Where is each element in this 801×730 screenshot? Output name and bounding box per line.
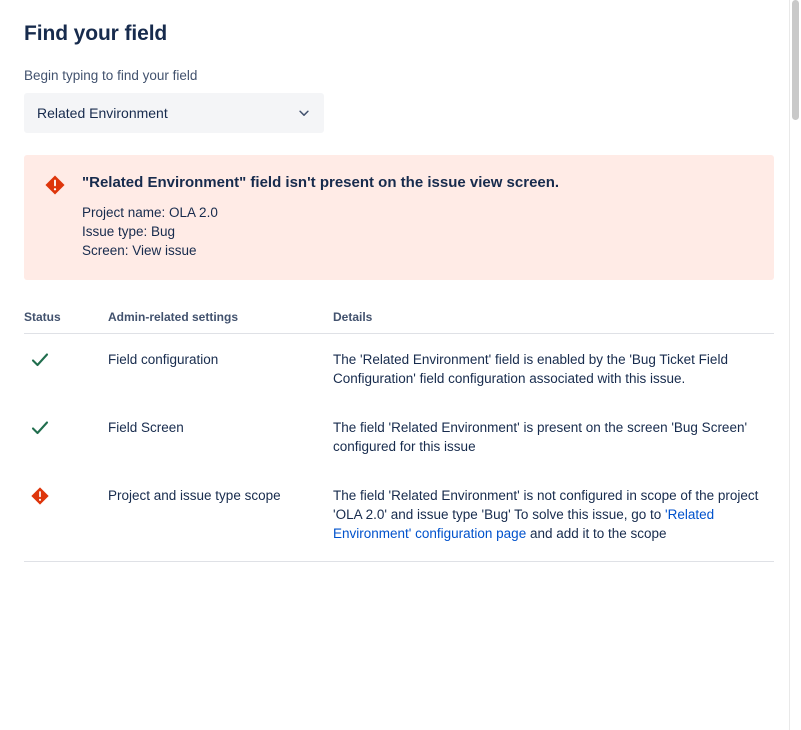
header-details: Details bbox=[333, 310, 774, 334]
table-header-row bbox=[24, 310, 774, 334]
table-row bbox=[24, 334, 774, 403]
check-icon bbox=[30, 418, 108, 438]
scrollbar-track[interactable] bbox=[789, 0, 801, 730]
field-select-value: Related Environment bbox=[37, 105, 168, 121]
field-select[interactable] bbox=[24, 93, 324, 133]
related-environment-config-link[interactable]: 'Related Environment' configuration page bbox=[333, 507, 715, 541]
scrollbar-thumb[interactable] bbox=[792, 0, 799, 120]
row-status-field-configuration bbox=[24, 334, 108, 403]
table-row bbox=[24, 402, 774, 470]
alert-line-project: Project name: OLA 2.0 bbox=[82, 205, 218, 220]
table-row bbox=[24, 470, 774, 562]
row-details-prefix: The field 'Related Environment' is not configured in scope of the project 'OLA 2.0' and issue type 'Bug' To solve this issue, go to bbox=[333, 488, 759, 522]
row-details-field-screen: The field 'Related Environment' is present on the screen 'Bug Screen' configured for this issue bbox=[333, 420, 748, 454]
checks-table bbox=[24, 310, 774, 562]
row-setting-field-configuration: Field configuration bbox=[108, 352, 219, 367]
row-setting-field-screen: Field Screen bbox=[108, 420, 184, 435]
alert-title: "Related Environment" field isn't present on the issue view screen. bbox=[82, 174, 560, 191]
page-title: Find your field bbox=[24, 22, 168, 45]
error-icon bbox=[30, 486, 108, 506]
row-details-suffix: and add it to the scope bbox=[526, 526, 667, 541]
error-alert bbox=[24, 155, 774, 280]
row-setting-project-scope: Project and issue type scope bbox=[108, 470, 333, 562]
chevron-down-icon bbox=[297, 106, 311, 120]
alert-line-issue-type: Issue type: Bug bbox=[82, 224, 176, 239]
row-details-project-scope bbox=[333, 470, 774, 562]
header-admin-settings: Admin-related settings bbox=[108, 310, 333, 334]
header-status: Status bbox=[24, 310, 108, 334]
row-status-project-scope bbox=[24, 470, 108, 562]
alert-line-screen: Screen: View issue bbox=[82, 243, 197, 258]
error-icon bbox=[44, 174, 66, 196]
row-status-field-screen bbox=[24, 402, 108, 470]
row-details-field-configuration: The 'Related Environment' field is enabled by the 'Bug Ticket Field Configuration' field configuration associated with this issue. bbox=[333, 352, 728, 386]
field-select-label: Begin typing to find your field bbox=[24, 68, 198, 83]
check-icon bbox=[30, 350, 108, 370]
